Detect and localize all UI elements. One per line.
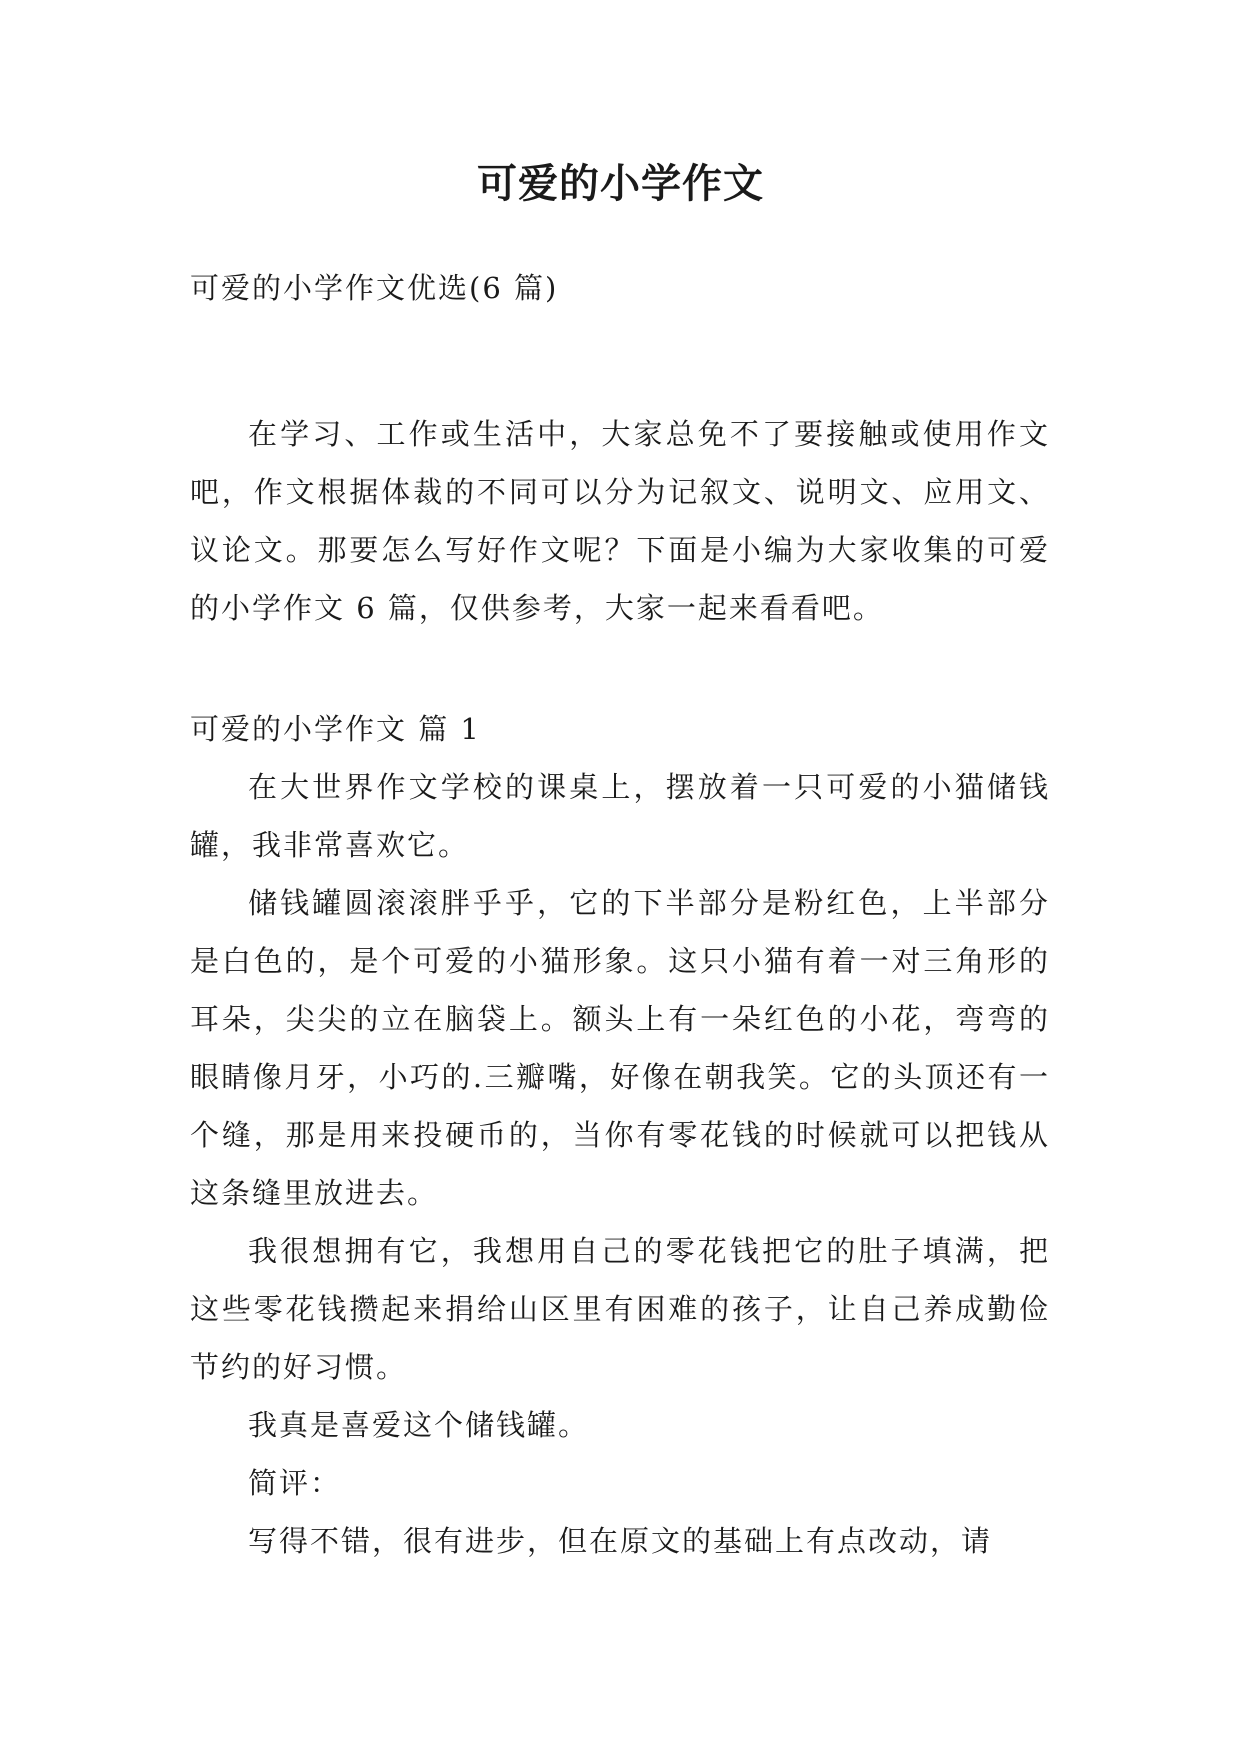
intro-block [190, 405, 1050, 637]
article-paragraph: 我真是喜爱这个储钱罐。 [248, 1408, 590, 1442]
page-title: 可爱的小学作文 [477, 160, 764, 207]
article-paragraph: 在大世界作文学校的课桌上，摆放着一只可爱的小猫储钱罐，我非常喜欢它。 [190, 770, 1050, 862]
article-paragraph: 我很想拥有它，我想用自己的零花钱把它的肚子填满，把这些零花钱攒起来捐给山区里有困难的孩子，让自己养成勤俭节约的好习惯。 [190, 1234, 1050, 1384]
article-heading: 可爱的小学作文 篇 1 [190, 712, 481, 746]
intro-paragraph: 在学习、工作或生活中，大家总免不了要接触或使用作文吧，作文根据体裁的不同可以分为记叙文、说明文、应用文、议论文。那要怎么写好作文呢？下面是小编为大家收集的可爱的小学作文 6 篇，仅供参考，大家一起来看看吧。 [190, 417, 1050, 625]
article-1 [190, 700, 1050, 1570]
review-paragraph: 写得不错，很有进步，但在原文的基础上有点改动，请 [248, 1524, 993, 1558]
article-paragraph: 储钱罐圆滚滚胖乎乎，它的下半部分是粉红色，上半部分是白色的，是个可爱的小猫形象。这只小猫有着一对三角形的耳朵，尖尖的立在脑袋上。额头上有一朵红色的小花，弯弯的眼睛像月牙，小巧的.三瓣嘴，好像在朝我笑。它的头顶还有一个缝，那是用来投硬币的，当你有零花钱的时候就可以把钱从这条缝里放进去。 [190, 886, 1050, 1210]
document-subtitle: 可爱的小学作文优选(6 篇) [190, 271, 559, 305]
review-label: 简评： [248, 1466, 342, 1500]
